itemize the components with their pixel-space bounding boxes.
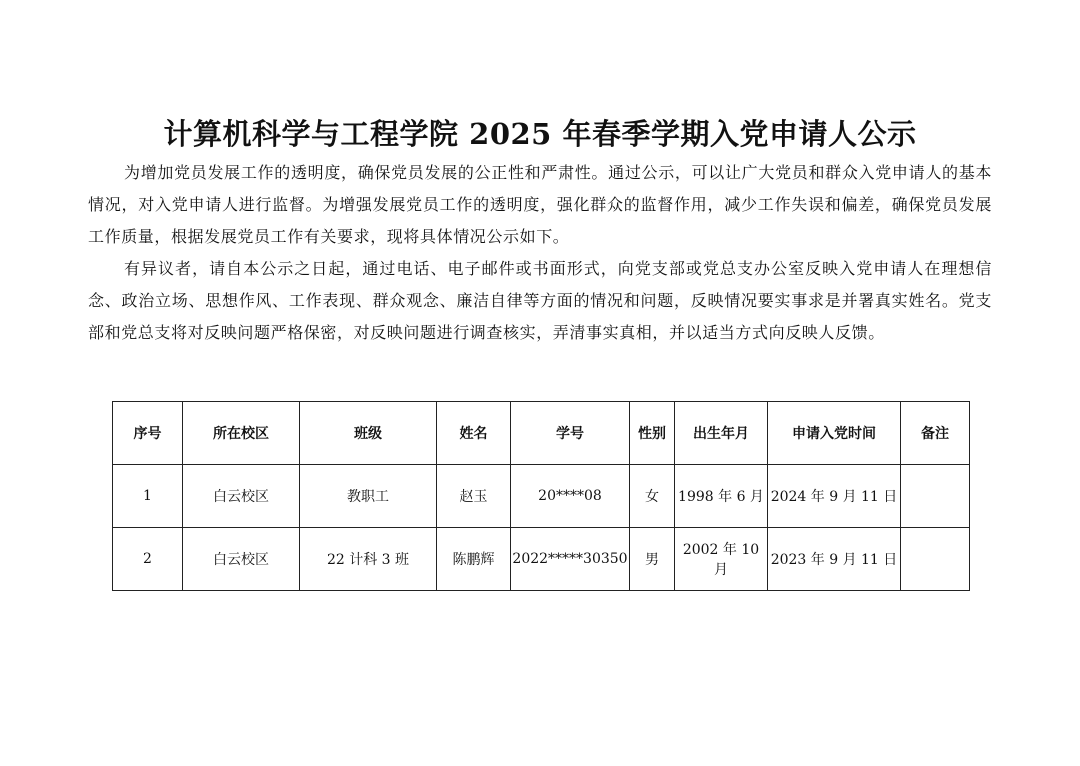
cell-student-id: 2022*****30350 — [511, 528, 630, 591]
objection-paragraph: 有异议者，请自本公示之日起，通过电话、电子邮件或书面形式，向党支部或党总支办公室反映入党申请人在理想信念、政治立场、思想作风、工作表现、群众观念、廉洁自律等方面的情况和问题，反映情况要实事求是并署真实姓名。党支部和党总支将对反映问题严格保密，对反映问题进行调查核实，弄清事实真相，并以适当方式向反映人反馈。 — [88, 259, 992, 342]
header-index: 序号 — [113, 402, 183, 465]
header-gender: 性别 — [630, 402, 675, 465]
cell-remarks — [901, 465, 970, 528]
cell-class: 22 计科 3 班 — [300, 528, 437, 591]
intro-paragraph: 为增加党员发展工作的透明度，确保党员发展的公正性和严肃性。通过公示，可以让广大党员和群众入党申请人的基本情况，对入党申请人进行监督。为增强发展党员工作的透明度，强化群众的监督作用，减少工作失误和偏差，确保党员发展工作质量，根据发展党员工作有关要求，现将具体情况公示如下。 — [88, 163, 992, 246]
header-name: 姓名 — [437, 402, 511, 465]
header-student-id: 学号 — [511, 402, 630, 465]
cell-index: 2 — [113, 528, 183, 591]
cell-apply-date: 2023 年 9 月 11 日 — [768, 528, 901, 591]
cell-campus: 白云校区 — [183, 465, 300, 528]
table-row — [113, 528, 970, 591]
table-row — [113, 465, 970, 528]
cell-name: 陈鹏辉 — [437, 528, 511, 591]
cell-gender: 男 — [630, 528, 675, 591]
cell-birth: 2002 年 10 月 — [675, 528, 768, 591]
cell-index: 1 — [113, 465, 183, 528]
cell-remarks — [901, 528, 970, 591]
cell-name: 赵玉 — [437, 465, 511, 528]
applicant-table — [112, 401, 970, 591]
header-apply-date: 申请入党时间 — [768, 402, 901, 465]
cell-campus: 白云校区 — [183, 528, 300, 591]
page-title: 计算机科学与工程学院 2025 年春季学期入党申请人公示 — [163, 117, 917, 151]
header-campus: 所在校区 — [183, 402, 300, 465]
cell-birth: 1998 年 6 月 — [675, 465, 768, 528]
header-remarks: 备注 — [901, 402, 970, 465]
header-class: 班级 — [300, 402, 437, 465]
cell-gender: 女 — [630, 465, 675, 528]
cell-apply-date: 2024 年 9 月 11 日 — [768, 465, 901, 528]
cell-class: 教职工 — [300, 465, 437, 528]
header-birth: 出生年月 — [675, 402, 768, 465]
table-header-row — [113, 402, 970, 465]
cell-student-id: 20****08 — [511, 465, 630, 528]
